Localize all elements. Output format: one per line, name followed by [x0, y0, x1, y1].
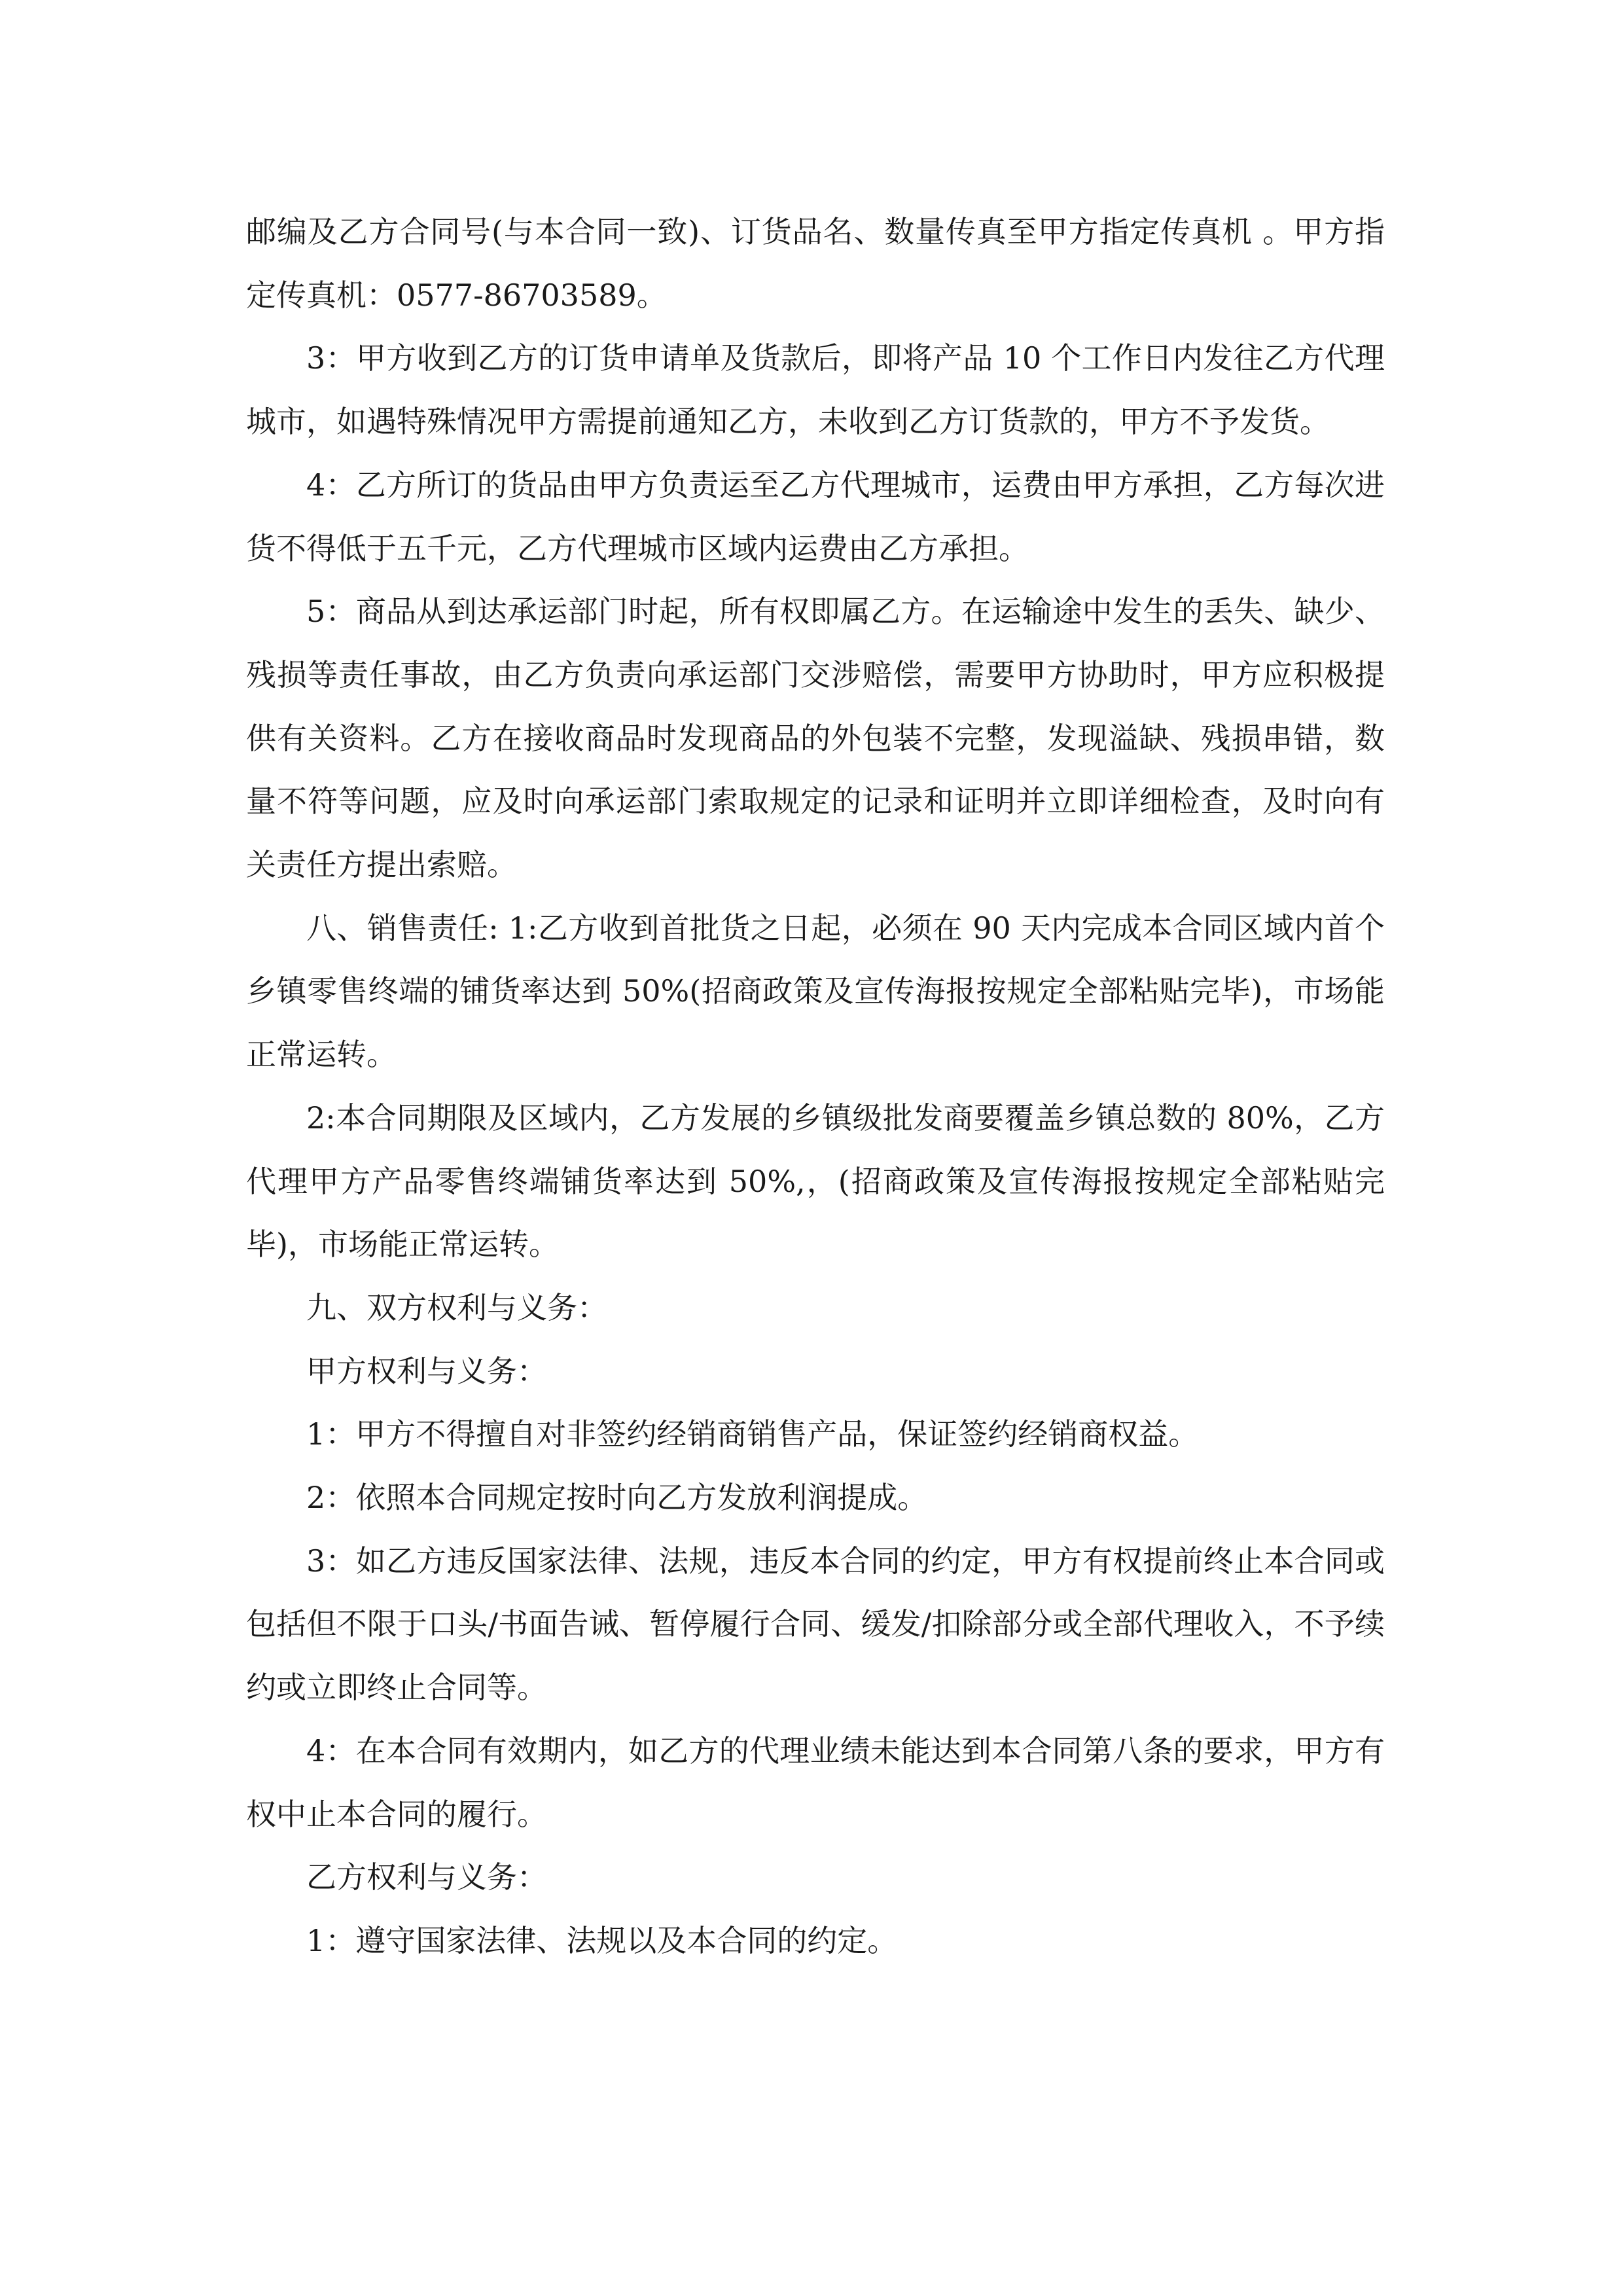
party-b-clause-1: 1：遵守国家法律、法规以及本合同的约定。: [306, 1922, 898, 1958]
paragraph-clause-3-delivery: 3：甲方收到乙方的订货申请单及货款后，即将产品 10 个工作日内发往乙方代理城市，如遇特殊情况甲方需提前通知乙方，未收到乙方订货款的，甲方不予发货。: [246, 340, 1385, 440]
paragraph-clause-5-ownership: 5：商品从到达承运部门时起，所有权即属乙方。在运输途中发生的丢失、缺少、残损等责任事故，由乙方负责向承运部门交涉赔偿，需要甲方协助时，甲方应积极提供有关资料。乙方在接收商品时发现商品的外包装不完整，发现溢缺、残损串错，数量不符等问题，应及时向承运部门索取规定的记录和证明并立即详细检查，及时向有关责任方提出索赔。: [246, 594, 1385, 883]
document-body: [246, 200, 1385, 1973]
party-a-heading: 甲方权利与义务：: [306, 1353, 547, 1389]
party-a-clause-1: 1：甲方不得擅自对非签约经销商销售产品，保证签约经销商权益。: [306, 1416, 1199, 1452]
party-b-heading: 乙方权利与义务：: [306, 1859, 547, 1895]
party-a-clause-3: 3：如乙方违反国家法律、法规，违反本合同的约定，甲方有权提前终止本合同或包括但不限于口头/书面告诫、暂停履行合同、缓发/扣除部分或全部代理收入，不予续约或立即终止合同等。: [246, 1543, 1385, 1706]
paragraph-clause-4-shipping: 4：乙方所订的货品由甲方负责运至乙方代理城市，运费由甲方承担，乙方每次进货不得低于五千元，乙方代理城市区域内运费由乙方承担。: [246, 467, 1385, 566]
party-a-clause-2: 2：依照本合同规定按时向乙方发放利润提成。: [306, 1480, 928, 1516]
section-9-heading: 九、双方权利与义务：: [306, 1289, 607, 1325]
paragraph-section-8-sales: 八、销售责任: 1:乙方收到首批货之日起，必须在 90 天内完成本合同区域内首个乡镇零售终端的铺货率达到 50%(招商政策及宣传海报按规定全部粘贴完毕)，市场能正常运转。: [246, 910, 1385, 1073]
paragraph-section-8-clause-2: 2:本合同期限及区域内，乙方发展的乡镇级批发商要覆盖乡镇总数的 80%，乙方代理甲方产品零售终端铺货率达到 50%,，(招商政策及宣传海报按规定全部粘贴完毕)，市场能正常运转。: [246, 1100, 1385, 1263]
paragraph-fax-info: 邮编及乙方合同号(与本合同一致)、订货品名、数量传真至甲方指定传真机 。甲方指定传真机：0577-86703589。: [246, 214, 1385, 313]
party-a-clause-4: 4：在本合同有效期内，如乙方的代理业绩未能达到本合同第八条的要求，甲方有权中止本合同的履行。: [246, 1732, 1385, 1832]
